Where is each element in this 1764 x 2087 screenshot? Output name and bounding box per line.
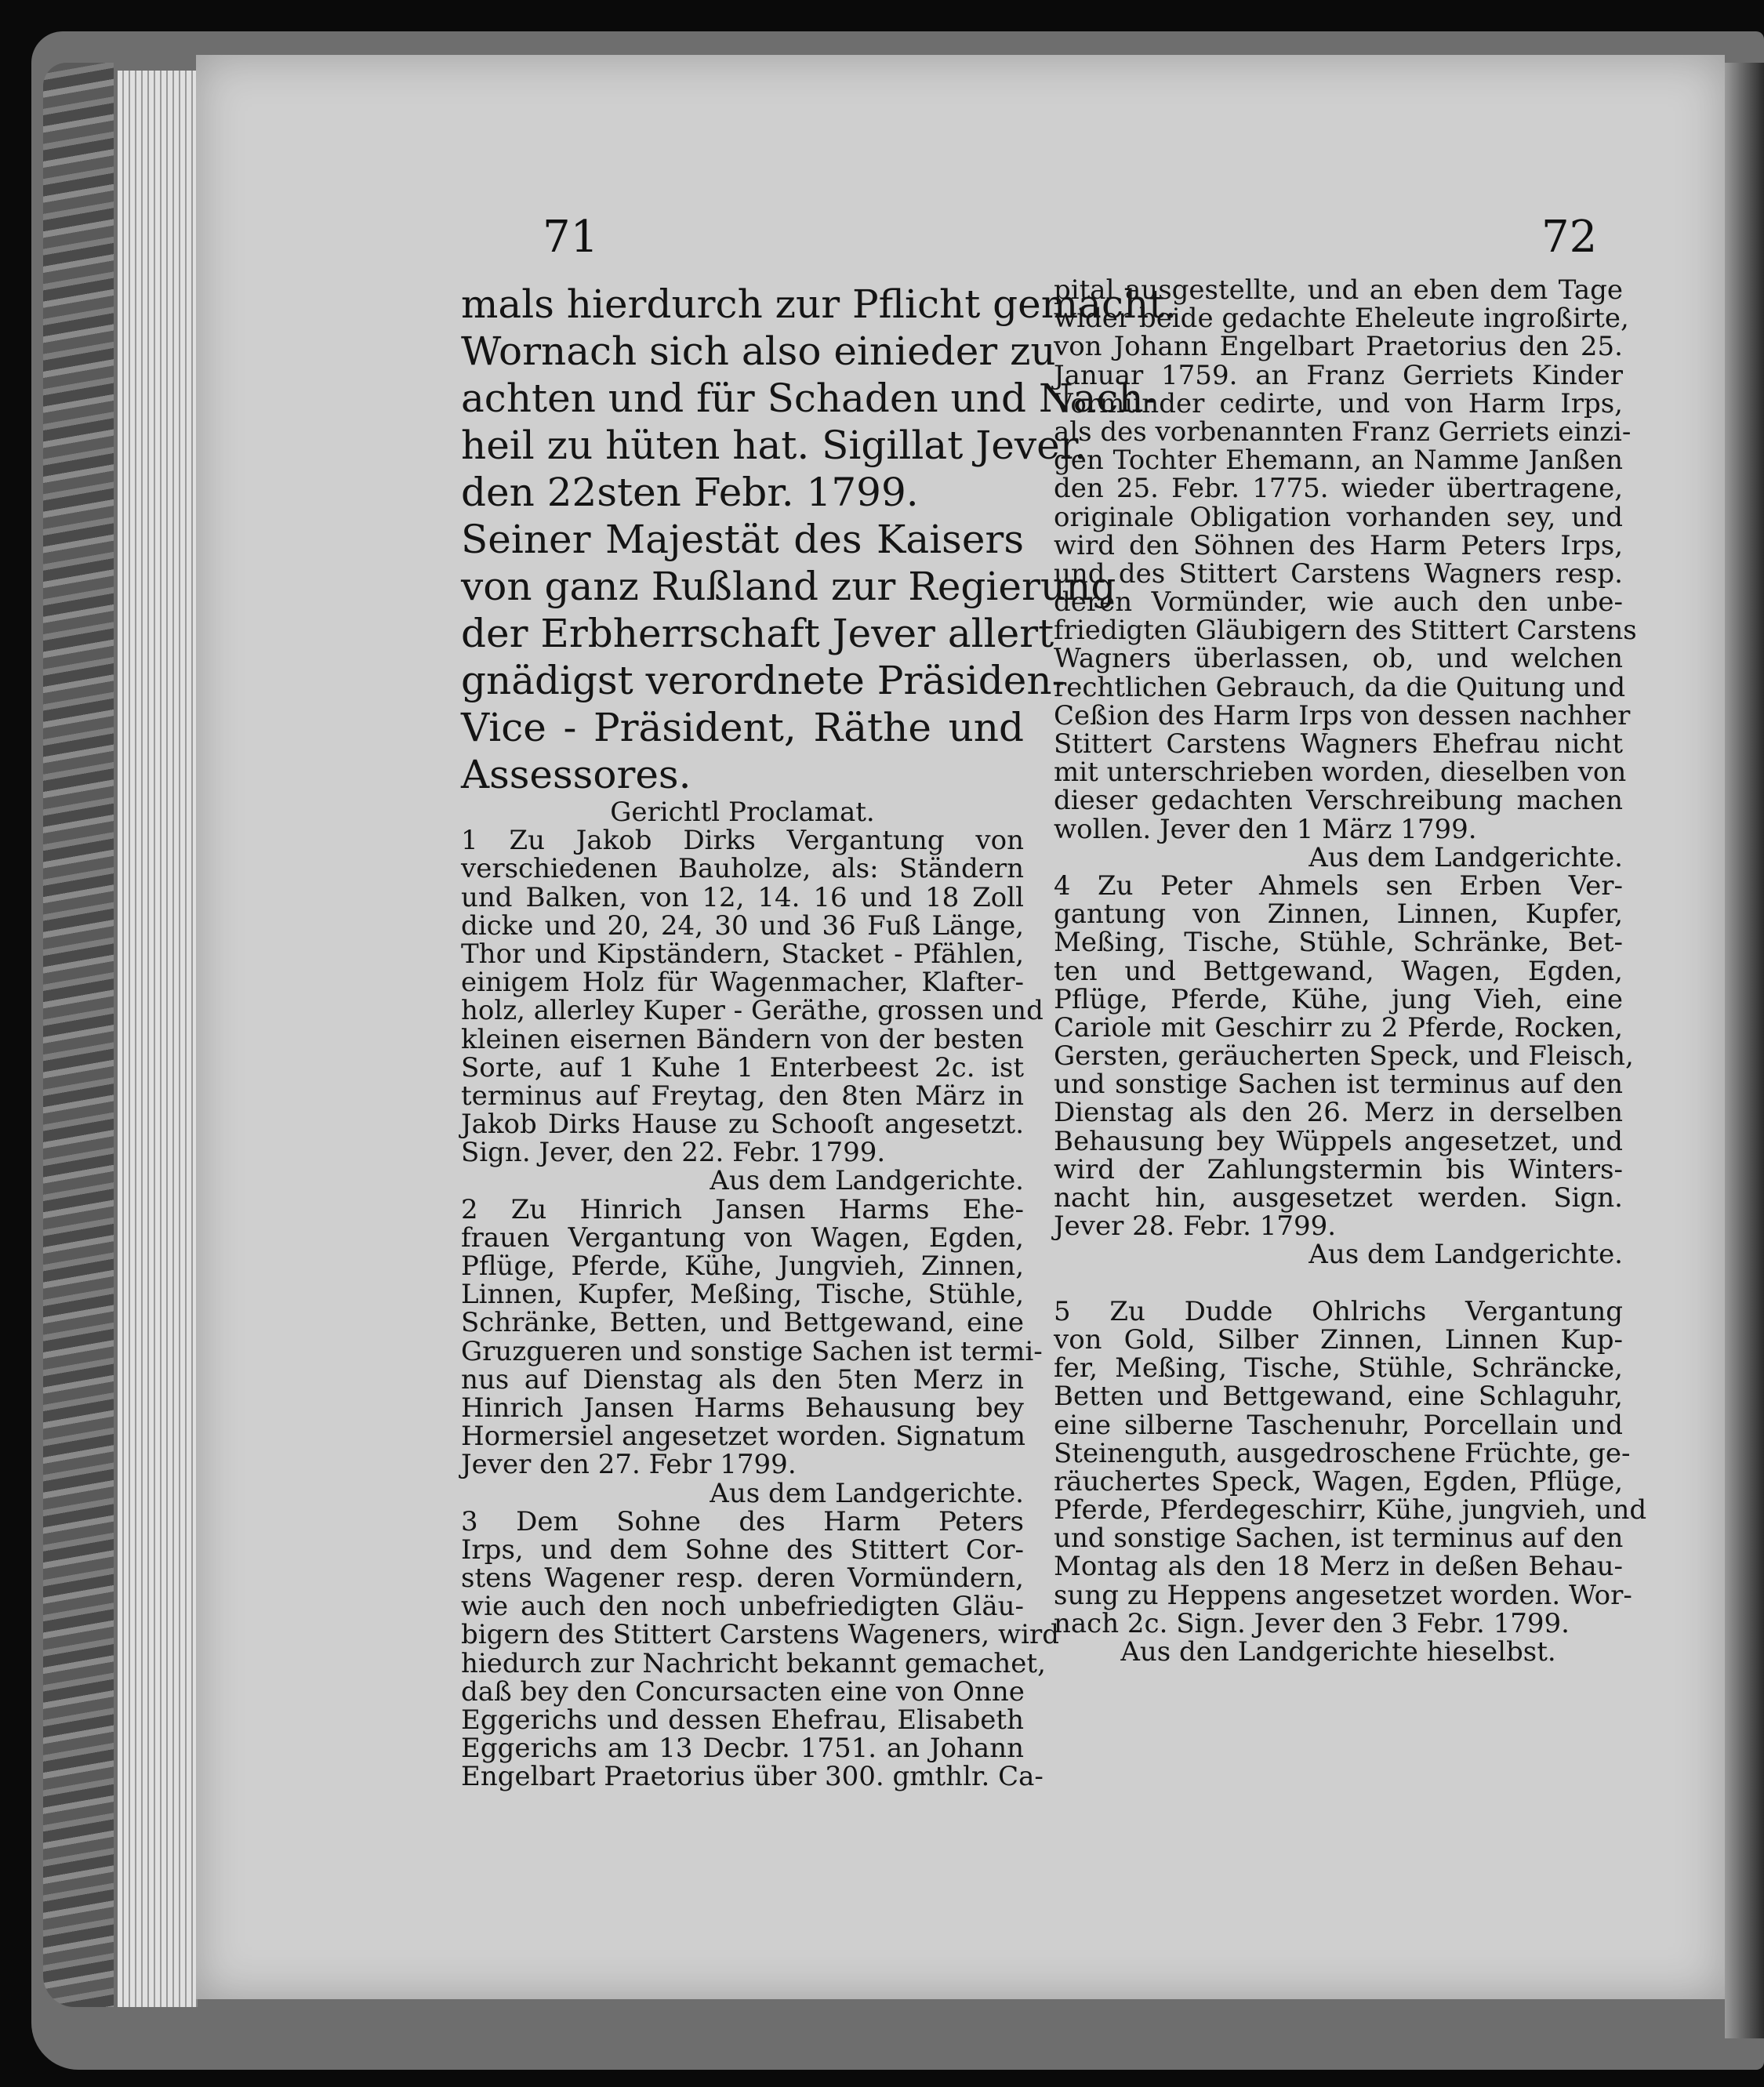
text-line: Stittert Carstens Wagners Ehefrau nicht (1054, 728, 1623, 760)
right-column (1054, 274, 1647, 1668)
text-line: nach 2c. Sign. Jever den 3 Febr. 1799. (1054, 1607, 1570, 1639)
text-line: Aus dem Landgerichte. (710, 1477, 1024, 1509)
text-line: Aus den Landgerichte hieselbst. (1120, 1636, 1556, 1668)
text-line: pital ausgestellte, und an eben dem Tage (1054, 274, 1623, 306)
text-line: heil zu hüten hat. Sigillat Jever. (461, 423, 1087, 468)
text-line: wollen. Jever den 1 März 1799. (1054, 813, 1477, 845)
text-line: stens Wagener resp. deren Vormündern, (461, 1563, 1024, 1595)
text-line: mit unterschrieben worden, dieselben von (1054, 757, 1627, 789)
text-line: terminus auf Freytag, den 8ten März in (461, 1080, 1024, 1112)
text-line: Schränke, Betten, und Bettgewand, eine (461, 1307, 1024, 1339)
text-line: dicke und 20, 24, 30 und 36 Fuß Länge, (461, 909, 1024, 942)
text-line: verschiedenen Bauholze, als: Ständern (461, 853, 1024, 885)
text-line: friedigten Gläubigern des Stittert Carstens (1054, 615, 1637, 647)
page-edge (118, 71, 198, 2007)
text-line: kleinen eisernen Bändern von der besten (461, 1023, 1024, 1055)
text-line: bigern des Stittert Carstens Wageners, wird (461, 1619, 1060, 1651)
text-line: daß bey den Concursacten eine von Onne (461, 1675, 1025, 1708)
text-line: Aus dem Landgerichte. (710, 1165, 1024, 1197)
text-line: Wornach sich also einieder zu (461, 328, 1056, 374)
text-line: und Balken, von 12, 14. 16 und 18 Zoll (461, 881, 1024, 913)
text-line: Montag als den 18 Merz in deßen Behau- (1054, 1551, 1623, 1583)
text-line: Irps, und dem Sohne des Stittert Cor- (461, 1533, 1024, 1566)
text-line: frauen Vergantung von Wagen, Egden, (461, 1221, 1024, 1254)
text-line: Gersten, geräucherten Speck, und Fleisch, (1054, 1040, 1634, 1073)
text-line: Hinrich Jansen Harms Behausung bey (461, 1392, 1024, 1424)
text-line: den 25. Febr. 1775. wieder übertragene, (1054, 473, 1623, 505)
text-line: Jever 28. Febr. 1799. (1054, 1210, 1337, 1243)
text-line: und sonstige Sachen, ist terminus auf den (1054, 1523, 1624, 1555)
text-line: Behausung bey Wüppels angesetzet, und (1054, 1125, 1623, 1157)
text-line: von Gold, Silber Zinnen, Linnen Kup- (1054, 1323, 1623, 1356)
text-line: hiedurch zur Nachricht bekannt gemachet, (461, 1647, 1046, 1679)
text-line: Hormersiel angesetzet worden. Signatum (461, 1421, 1026, 1453)
text-line: Jever den 27. Febr 1799. (461, 1449, 797, 1481)
text-line: Meßing, Tische, Stühle, Schränke, Bet- (1054, 927, 1623, 959)
text-line: dieser gedachten Verschreibung machen (1054, 785, 1623, 817)
text-line: Sign. Jever, den 22. Febr. 1799. (461, 1137, 886, 1169)
text-line: wird der Zahlungstermin bis Winters- (1054, 1153, 1623, 1185)
text-line: Jakob Dirks Hause zu Schooſt angesetzt. (461, 1109, 1024, 1141)
text-line: mals hierdurch zur Pflicht gemacht. (461, 281, 1178, 327)
text-line: gnädigst verordnete Präsiden- (461, 658, 1065, 703)
text-line: Pflüge, Pferde, Kühe, Jungvieh, Zinnen, (461, 1250, 1024, 1282)
text-line (1054, 1269, 1623, 1298)
text-line: wie auch den noch unbefriedigten Gläu- (461, 1591, 1024, 1623)
text-line: 1 Zu Jakob Dirks Vergantung von (461, 825, 1024, 857)
text-line: Pferde, Pferdegeschirr, Kühe, jungvieh, und (1054, 1494, 1647, 1526)
text-line: den 22sten Febr. 1799. (461, 470, 919, 515)
text-line: wider beide gedachte Eheleute ingroßirte, (1054, 303, 1629, 335)
text-line: holz, allerley Kuper - Geräthe, grossen und (461, 995, 1044, 1027)
text-line: Steinenguth, ausgedroschene Früchte, ge- (1054, 1437, 1631, 1469)
text-line: Assessores. (461, 752, 691, 797)
text-line: Sorte, auf 1 Kuhe 1 Enterbeest 2c. ist (461, 1051, 1024, 1083)
text-line: 5 Zu Dudde Ohlrichs Vergantung (1054, 1295, 1623, 1327)
text-line: ten und Bettgewand, Wagen, Egden, (1054, 955, 1623, 987)
text-line: Engelbart Praetorius über 300. gmthlr. Ca- (461, 1761, 1044, 1793)
text-line: rechtlichen Gebrauch, da die Quitung und (1054, 671, 1626, 703)
text-line: Betten und Bettgewand, eine Schlaguhr, (1054, 1381, 1623, 1413)
text-line: 4 Zu Peter Ahmels sen Erben Ver- (1054, 869, 1623, 902)
text-line: deren Vormünder, wie auch den unbe- (1054, 586, 1623, 619)
text-line: Januar 1759. an Franz Gerriets Kinder (1054, 359, 1623, 391)
text-line: 2 Zu Hinrich Jansen Harms Ehe- (461, 1193, 1024, 1225)
text-line: sung zu Heppens angesetzet worden. Wor- (1054, 1579, 1632, 1611)
text-line: Aus dem Landgerichte. (1308, 1239, 1623, 1271)
text-line: Wagners überlassen, ob, und welchen (1054, 643, 1623, 675)
text-line: gantung von Zinnen, Linnen, Kupfer, (1054, 898, 1623, 931)
text-line: der Erbherrschaft Jever allert (461, 611, 1054, 656)
text-line: originale Obligation vorhanden sey, und (1054, 501, 1623, 533)
text-line: einigem Holz für Wagenmacher, Klafter- (461, 967, 1024, 999)
text-line: Thor und Kipständern, Stacket - Pfählen, (461, 938, 1024, 970)
text-line: Cariole mit Geschirr zu 2 Pferde, Rocken, (1054, 1011, 1623, 1044)
text-line: Gerichtl Proclamat. (610, 797, 875, 828)
left-column (461, 281, 1178, 1793)
text-line: Aus dem Landgerichte. (1308, 841, 1623, 873)
text-line: und des Stittert Carstens Wagners resp. (1054, 557, 1623, 590)
text-line: Eggerichs am 13 Decbr. 1751. an Johann (461, 1733, 1024, 1765)
text-line: Vice - Präsident, Räthe und (461, 705, 1024, 750)
text-line: und sonstige Sachen ist terminus auf den (1054, 1069, 1623, 1101)
page-number-left: 71 (543, 212, 599, 263)
text-line: Dienstag als den 26. Merz in derselben (1054, 1097, 1623, 1129)
text-line: eine silberne Taschenuhr, Porcellain und (1054, 1409, 1623, 1441)
text-line: Seiner Majestät des Kaisers (461, 517, 1024, 562)
text-line: Gruzgueren und sonstige Sachen ist termi- (461, 1335, 1043, 1367)
text-line: als des vorbenannten Franz Gerriets einzi- (1054, 416, 1632, 448)
text-line: Ceßion des Harm Irps von dessen nachher (1054, 699, 1631, 731)
text-line: 3 Dem Sohne des Harm Peters (461, 1505, 1024, 1537)
text-line: von Johann Engelbart Praetorius den 25. (1054, 331, 1623, 363)
text-line: räuchertes Speck, Wagen, Egden, Pflüge, (1054, 1465, 1623, 1497)
book-gutter (1725, 63, 1764, 2038)
text-line: gen Tochter Ehemann, an Namme Janßen (1054, 445, 1623, 477)
text-line: wird den Söhnen des Harm Peters Irps, (1054, 529, 1623, 561)
text-line: Linnen, Kupfer, Meßing, Tische, Stühle, (461, 1279, 1024, 1311)
text-line: fer, Meßing, Tische, Stühle, Schräncke, (1054, 1352, 1623, 1385)
marbled-cover-edge (43, 63, 114, 2007)
page-number-right: 72 (1541, 212, 1598, 263)
text-line: Pflüge, Pferde, Kühe, jung Vieh, eine (1054, 983, 1623, 1015)
text-line: nus auf Dienstag als den 5ten Merz in (461, 1363, 1024, 1396)
text-line: Vormünder cedirte, und von Harm Irps, (1054, 387, 1623, 419)
text-line: von ganz Rußland zur Regierung (461, 564, 1116, 609)
text-line: Eggerichs und dessen Ehefrau, Elisabeth (461, 1704, 1024, 1736)
text-line: achten und für Schaden und Nach- (461, 376, 1157, 421)
text-line: nacht hin, ausgesetzet werden. Sign. (1054, 1182, 1623, 1214)
